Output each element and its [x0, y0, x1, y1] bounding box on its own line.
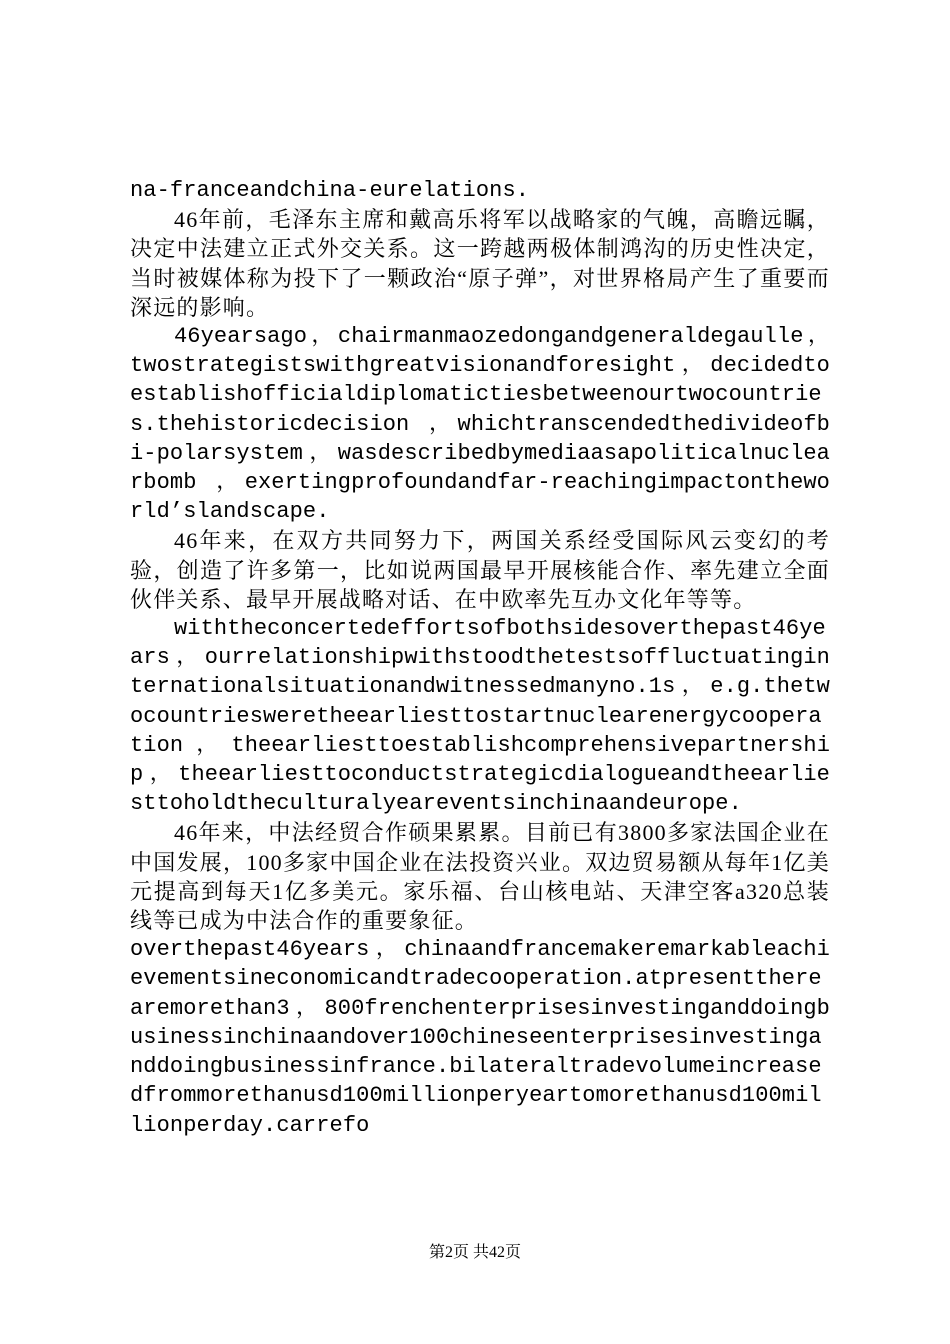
paragraph-en-firsts: withtheconcertedeffortsofbothsidesoverthepast46years，ourrelationshipwithstoodthetestsoffluctuatinginternationalsituationandwitnessedmanyno.1s，e.g.thetwocountriesweretheearliesttostartnuclearenergycooperation，theearliesttoestablishcomprehensivepartnership，theearliesttoconductstrategicdialogueandtheearliesttoholdtheculturalyeareventsinchinaandeurope.	[130, 616, 830, 817]
paragraph-zh-firsts: 46年来，在双方共同努力下，两国关系经受国际风云变幻的考验，创造了许多第一，比如说两国最早开展核能合作、率先建立全面伙伴关系、最早开展战略对话、在中欧率先互办文化年等等。	[130, 528, 830, 612]
paragraph-zh-trade: 46年来，中法经贸合作硕果累累。目前已有3800多家法国企业在中国发展，100多家中国企业在法投资兴业。双边贸易额从每年1亿美元提高到每天1亿多美元。家乐福、台山核电站、天津空客a320总装线等已成为中法合作的重要象征。	[130, 820, 830, 934]
paragraph-zh-history: 46年前，毛泽东主席和戴高乐将军以战略家的气魄，高瞻远瞩，决定中法建立正式外交关系。这一跨越两极体制鸿沟的历史性决定，当时被媒体称为投下了一颗政治“原子弹”，对世界格局产生了重要而深远的影响。	[130, 207, 830, 320]
page-number-footer: 第2页 共42页	[428, 1244, 521, 1261]
paragraph-en-continuation: na-franceandchina-eurelations.	[130, 178, 530, 203]
document-body	[130, 176, 830, 1140]
paragraph-en-trade: overthepast46years，chinaandfrancemakeremarkableachievementsineconomicandtradecooperation.atpresenttherearemorethan3，800frenchenterprisesinvestinganddoingbusinessinchinaandover100chineseenterprisesinvestinganddoingbusinessinfrance.bilateraltradevolumeincreasedfrommorethanusd100millionperyeartomorethanusd100millionperday.carrefo	[130, 937, 830, 1138]
paragraph-en-history: 46yearsago，chairmanmaozedongandgeneraldegaulle，twostrategistswithgreatvisionandforesight，decidedtoestablishofficialdiplomatictiesbetweenourtwocountries.thehistoricdecision ，whichtranscendedthedivideofbi-polarsystem，wasdescribedbymediaasapoliticalnuclearbomb ，exertingprofoundandfar-reachingimpactontheworld’slandscape.	[130, 324, 830, 525]
